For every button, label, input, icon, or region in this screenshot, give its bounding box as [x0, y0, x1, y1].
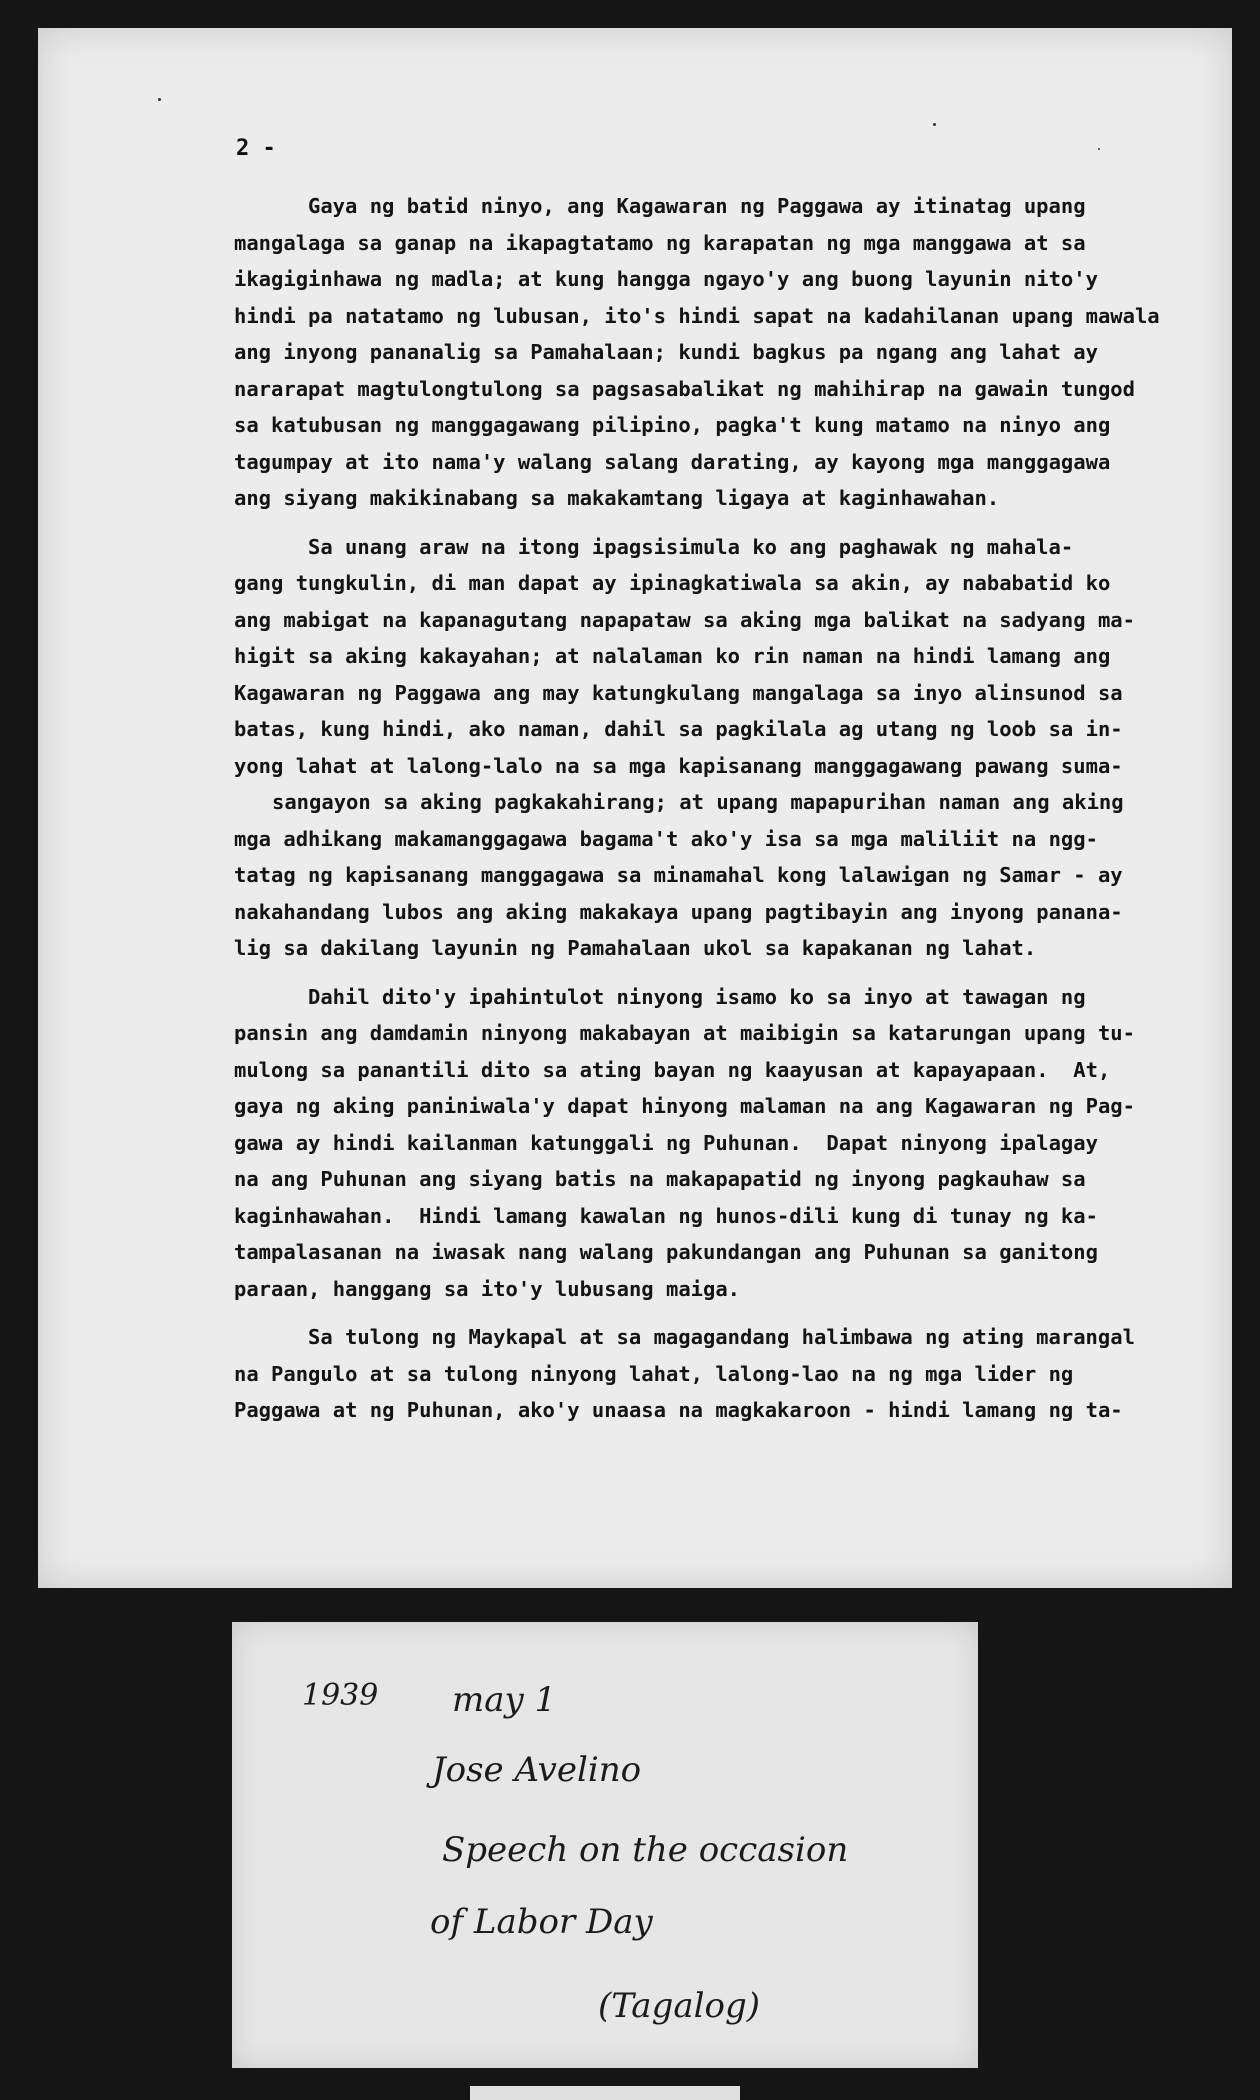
paragraph-2 [234, 529, 1214, 967]
text-line: nakahandang lubos ang aking makakaya upang pagtibayin ang inyong panana- [234, 899, 1123, 924]
text-line: Paggawa at ng Puhunan, ako'y unaasa na magkakaroon - hindi lamang ng ta- [234, 1398, 1123, 1422]
paragraph-4 [234, 1319, 1214, 1429]
text-line: Dahil dito'y ipahintulot ninyong isamo ko sa inyo at tawagan ng [308, 984, 1086, 1009]
note-language: (Tagalog) [598, 1986, 760, 2026]
text-line: Gaya ng batid ninyo, ang Kagawaran ng Paggawa ay itinatag upang [308, 194, 1086, 218]
text-line: Sa tulong ng Maykapal at sa magagandang halimbawa ng ating marangal [308, 1325, 1135, 1349]
text-line: yong lahat at lalong-lalo na sa mga kapisanang manggagawang pawang suma- [234, 753, 1123, 778]
text-line: mulong sa panantili dito sa ating bayan ng kaayusan at kapayapaan. At, [234, 1057, 1111, 1082]
text-line: ang inyong pananalig sa Pamahalaan; kundi bagkus pa ngang ang lahat ay [234, 340, 1098, 364]
text-line: Kagawaran ng Paggawa ang may katungkulang mangalaga sa inyo alinsunod sa [234, 680, 1123, 705]
note-description-line-2: of Labor Day [430, 1902, 653, 1942]
text-line: na Pangulo at sa tulong ninyong lahat, lalong-lao na ng mga lider ng [234, 1361, 1074, 1386]
text-line: Sa unang araw na itong ipagsisimula ko ang paghawak ng mahala- [308, 534, 1074, 559]
note-year: 1939 [302, 1678, 379, 1713]
paragraph-3 [234, 979, 1214, 1308]
text-line: pansin ang damdamin ninyong makabayan at maibigin sa katarungan upang tu- [234, 1021, 1135, 1045]
text-line: sangayon sa aking pagkakahirang; at upang mapapurihan naman ang aking [272, 790, 1124, 814]
document-body [234, 188, 1214, 1441]
text-line: mga adhikang makamanggagawa bagama't ako'y isa sa mga maliliit na ngg- [234, 826, 1098, 851]
ink-speck [933, 123, 936, 126]
text-line: gaya ng aking paniniwala'y dapat hinyong malaman na ang Kagawaran ng Pag- [234, 1094, 1135, 1118]
text-line: higit sa aking kakayahan; at nalalaman ko rin naman na hindi lamang ang [234, 644, 1111, 668]
note-date: may 1 [452, 1680, 557, 1720]
paragraph-1 [234, 188, 1214, 517]
text-line: tampalasanan na iwasak nang walang pakundangan ang Puhunan sa ganitong [234, 1240, 1098, 1264]
text-line: gawa ay hindi kailanman katunggali ng Puhunan. Dapat ninyong ipalagay [234, 1130, 1098, 1155]
ink-speck [158, 98, 161, 101]
ink-speck [1098, 148, 1100, 150]
text-line: kaginhawahan. Hindi lamang kawalan ng hunos-dili kung di tunay ng ka- [234, 1203, 1098, 1228]
text-line: tagumpay at ito nama'y walang salang darating, ay kayong mga manggagawa [234, 449, 1111, 474]
text-line: ikagiginhawa ng madla; at kung hangga ngayo'y ang buong layunin nito'y [234, 267, 1098, 291]
text-line: gang tungkulin, di man dapat ay ipinagkatiwala sa akin, ay nababatid ko [234, 571, 1111, 595]
text-line: na ang Puhunan ang siyang batis na makapapatid ng inyong pagkauhaw sa [234, 1167, 1086, 1191]
text-line: batas, kung hindi, ako naman, dahil sa pagkilala ag utang ng loob sa in- [234, 717, 1123, 741]
note-author: Jose Avelino [432, 1750, 642, 1790]
text-line: lig sa dakilang layunin ng Pamahalaan ukol sa kapakanan ng lahat. [234, 936, 1037, 960]
note-description-line-1: Speech on the occasion [442, 1830, 849, 1870]
handwritten-note-card [232, 1622, 978, 2068]
next-card-edge [470, 2086, 740, 2100]
typed-document-page [38, 28, 1232, 1588]
text-line: ang mabigat na kapanagutang napapataw sa aking mga balikat na sadyang ma- [234, 607, 1135, 632]
text-line: tatag ng kapisanang manggagawa sa minamahal kong lalawigan ng Samar - ay [234, 863, 1123, 887]
text-line: mangalaga sa ganap na ikapagtatamo ng karapatan ng mga manggawa at sa [234, 230, 1086, 255]
text-line: nararapat magtulongtulong sa pagsasabalikat ng mahihirap na gawain tungod [234, 376, 1135, 401]
text-line: ang siyang makikinabang sa makakamtang ligaya at kaginhawahan. [234, 486, 1000, 510]
text-line: paraan, hanggang sa ito'y lubusang maiga. [234, 1276, 741, 1301]
page-number: 2 - [236, 136, 276, 161]
text-line: hindi pa natatamo ng lubusan, ito's hindi sapat na kadahilanan upang mawala [234, 303, 1160, 328]
text-line: sa katubusan ng manggagawang pilipino, pagka't kung matamo na ninyo ang [234, 413, 1111, 437]
